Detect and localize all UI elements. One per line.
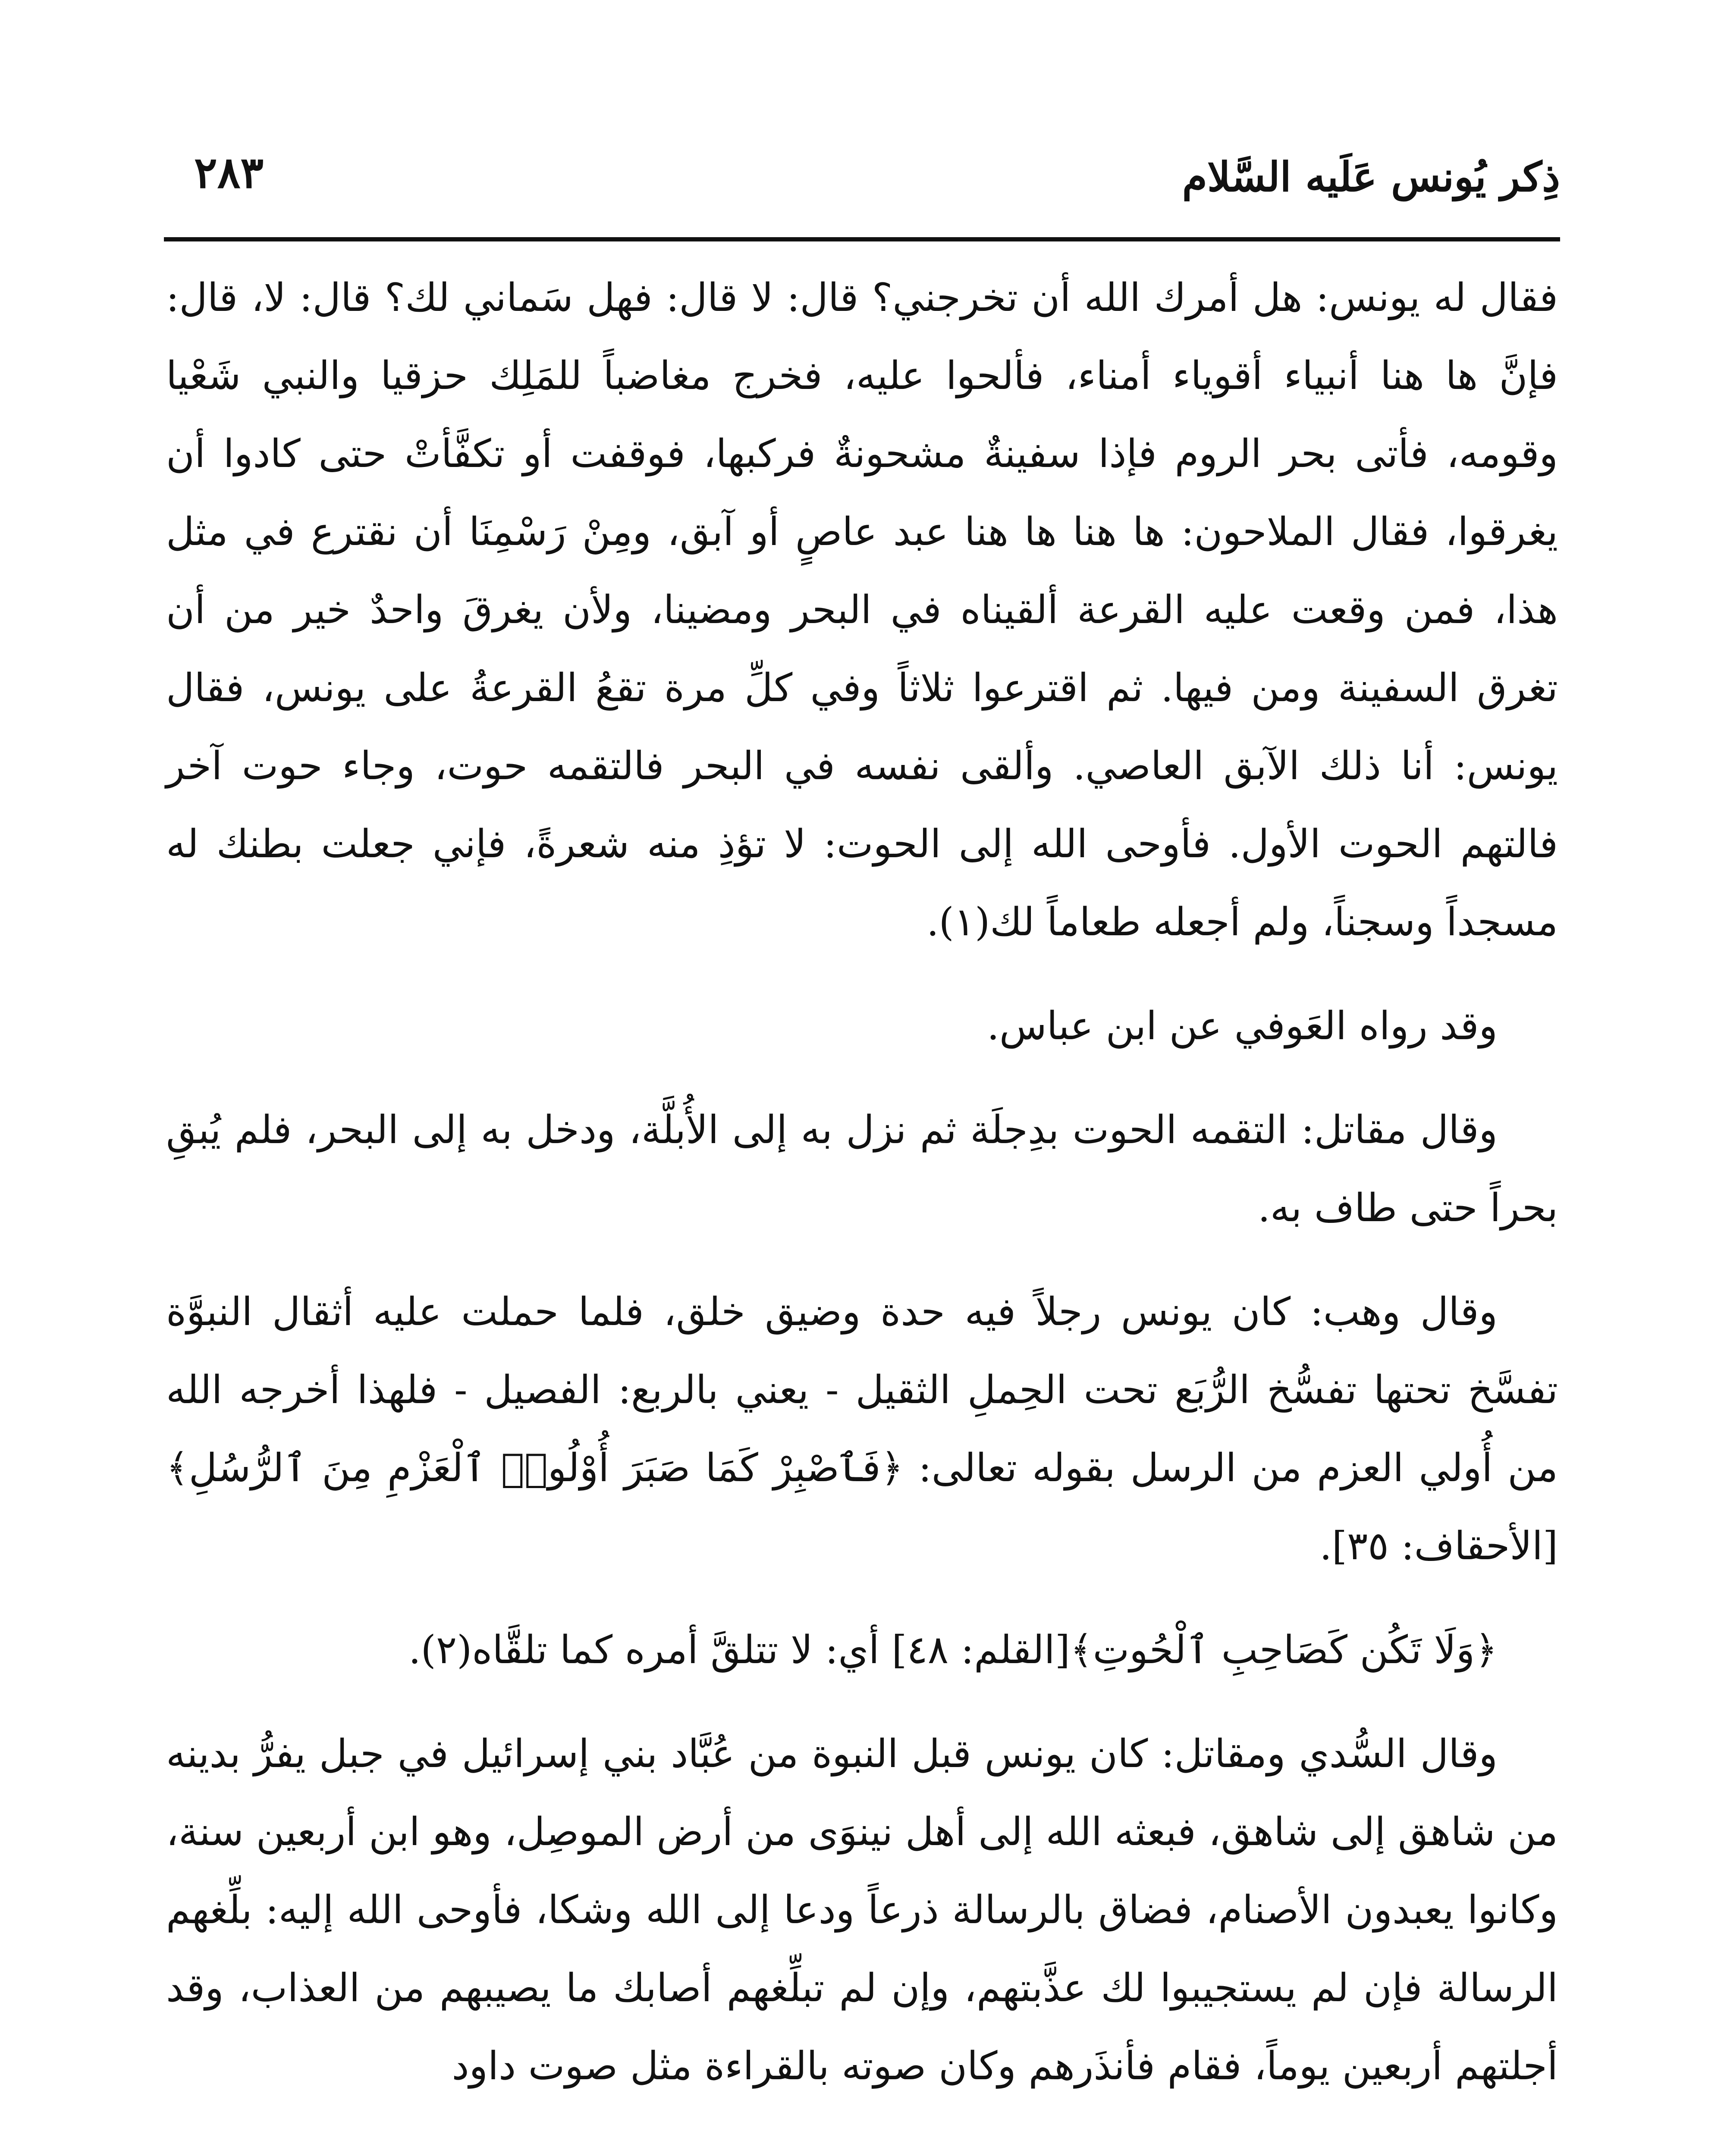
paragraph: وقال وهب: كان يونس رجلاً فيه حدة وضيق خلق، فلما حملت عليه أثقال النبوَّة تفسَّخ تحتها تفسُّخ الرُّبَع تحت الحِملِ الثقيل - يعني بالربع: الفصيل - فلهذا أخرجه الله من أُولي العزم من الرسل بقوله تعالى: ﴿فَٱصْبِرْ كَمَا صَبَرَ أُوْلُوا۟ ٱلْعَزْمِ مِنَ ٱلرُّسُلِ﴾[الأحقاف: ٣٥]. (166, 1289, 1558, 1569)
paragraph: ﴿وَلَا تَكُن كَصَاحِبِ ٱلْحُوتِ﴾[القلم: ٤٨] أي: لا تتلقَّ أمره كما تلقَّاه(٢). (408, 1627, 1498, 1673)
paragraph: وقال مقاتل: التقمه الحوت بدِجلَة ثم نزل به إلى الأُبلَّة، ودخل به إلى البحر، فلم يُبقِ بحراً حتى طاف به. (166, 1107, 1558, 1231)
paragraph: وقال السُّدي ومقاتل: كان يونس قبل النبوة من عُبَّاد بني إسرائيل في جبل يفرُّ بدينه من شاهق إلى شاهق، فبعثه الله إلى أهل نينوَى من أرض الموصِل، وهو ابن أربعين سنة، وكانوا يعبدون الأصنام، فضاق بالرسالة ذرعاً ودعا إلى الله وشكا، فأوحى الله إليه: بلِّغهم الرسالة فإن لم يستجيبوا لك عذَّبتهم، وإن لم تبلِّغهم أصابك ما يصيبهم من العذاب، وقد أجلتهم أربعين يوماً، فقام فأنذَرهم وكان صوته بالقراءة مثل صوت داود (166, 1731, 1558, 2089)
paragraph: فقال له يونس: هل أمرك الله أن تخرجني؟ قال: لا قال: فهل سَماني لك؟ قال: لا، قال: فإنَّ ها هنا أنبياء أقوياء أمناء، فألحوا عليه، فخرج مغاضباً للمَلِك حزقيا والنبي شَعْيا وقومه، فأتى بحر الروم فإذا سفينةٌ مشحونةٌ فركبها، فوقفت أو تكفَّأتْ حتى كادوا أن يغرقوا، فقال الملاحون: ها هنا ها هنا عبد عاصٍ أو آبق، ومِنْ رَسْمِنَا أن نقترع في مثل هذا، فمن وقعت عليه القرعة ألقيناه في البحر ومضينا، ولأن يغرقَ واحدٌ خير من أن تغرق السفينة ومن فيها. ثم اقترعوا ثلاثاً وفي كلِّ مرة تقعُ القرعةُ على يونس، فقال يونس: أنا ذلك الآبق العاصي. وألقى نفسه في البحر فالتقمه حوت، وجاء حوت آخر فالتهم الحوت الأول. فأوحى الله إلى الحوت: لا تؤذِ منه شعرةً، فإني جعلت بطنك له مسجداً وسجناً، ولم أجعله طعاماً لك(١). (166, 275, 1558, 945)
main-text (166, 259, 1558, 2131)
page-number: ٢٨٣ (194, 147, 264, 198)
paragraph: وقد رواه العَوفي عن ابن عباس. (987, 1003, 1498, 1049)
running-title: ذِكر يُونس عَلَيه السَّلام (1182, 154, 1560, 201)
page-header (164, 129, 1560, 241)
